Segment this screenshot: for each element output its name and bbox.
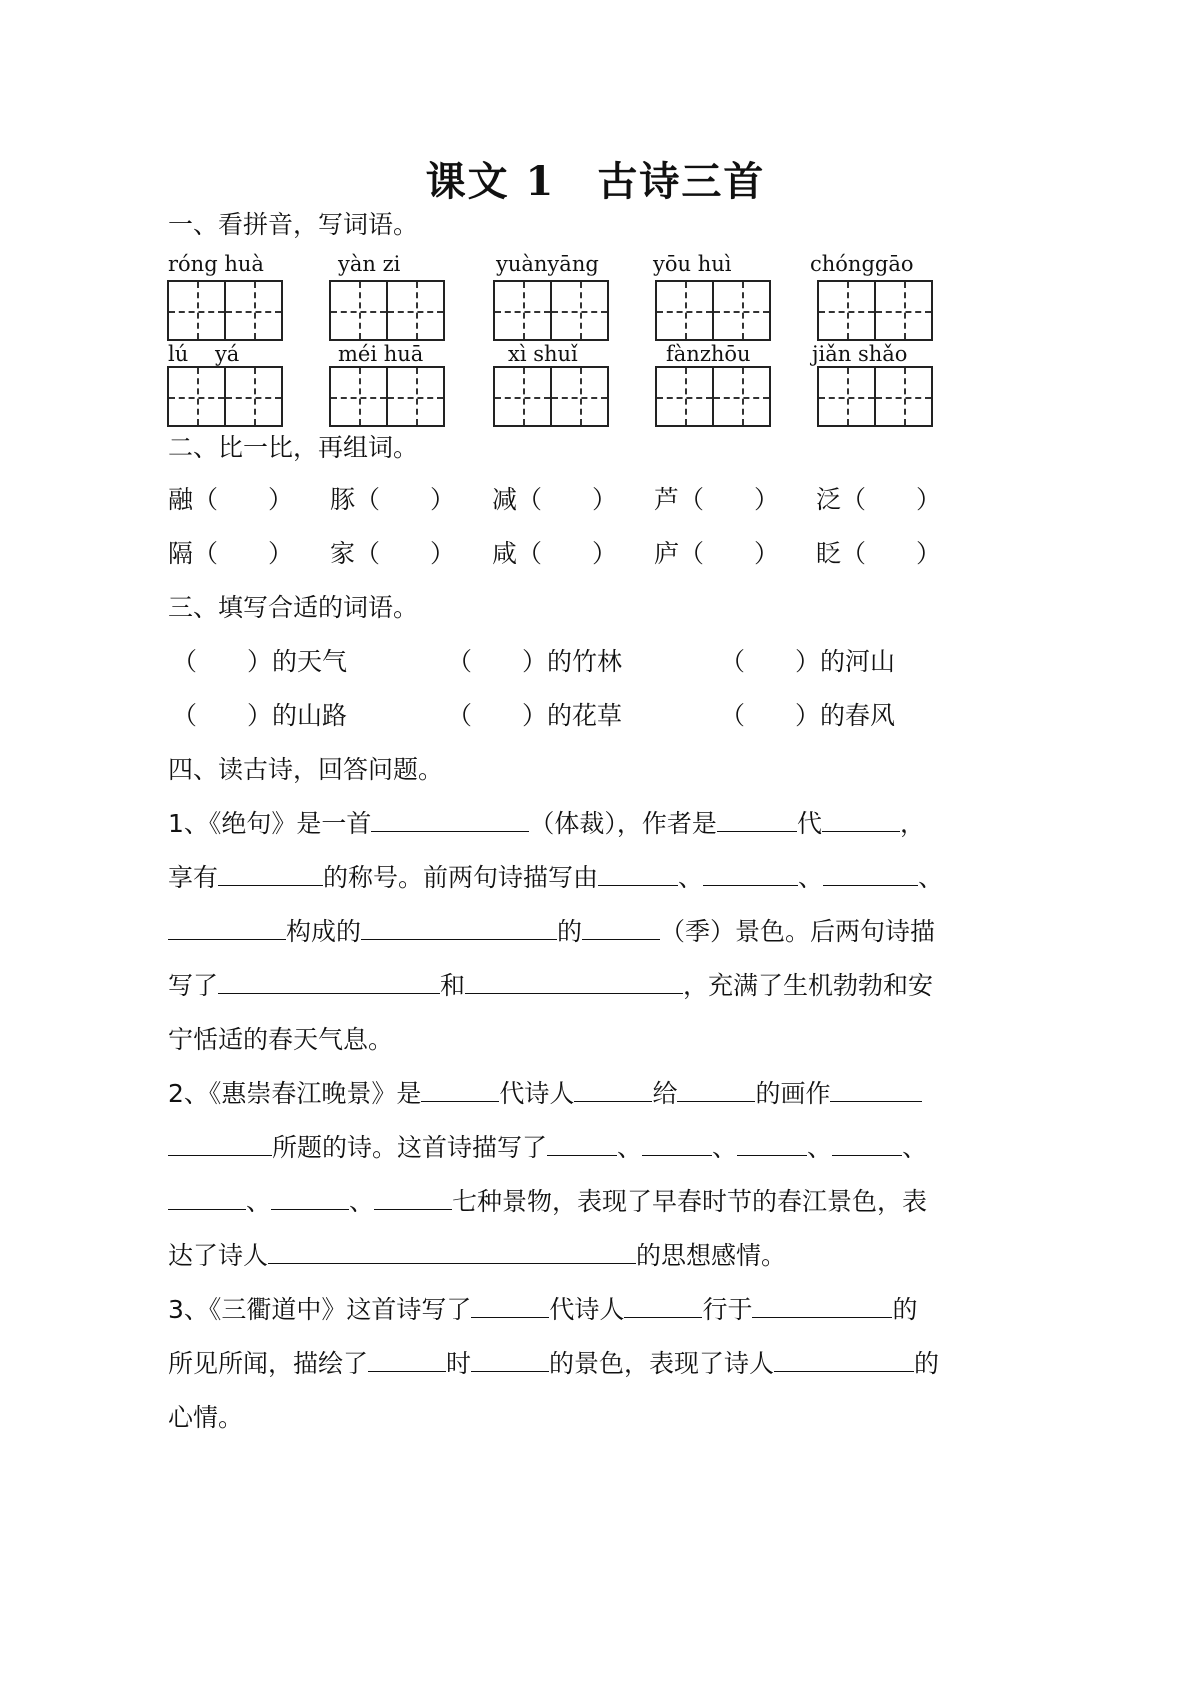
question-1-line: [168, 912, 935, 948]
answer-blank[interactable]: [168, 915, 286, 940]
answer-blank[interactable]: [774, 1347, 914, 1372]
section-4-heading: 四、读古诗，回答问题。: [168, 755, 444, 784]
writing-grid[interactable]: [493, 366, 609, 427]
answer-blank[interactable]: [832, 1131, 902, 1156]
answer-blank[interactable]: [703, 861, 798, 886]
compare-item[interactable]: 芦（ ）: [654, 485, 780, 514]
question-1-line: [168, 804, 925, 840]
answer-blank[interactable]: [598, 861, 678, 886]
text: 、: [918, 863, 944, 892]
answer-blank[interactable]: [737, 1131, 807, 1156]
text: 的景色，表现了诗人: [549, 1349, 775, 1378]
answer-blank[interactable]: [471, 1293, 549, 1318]
text: 、: [678, 863, 704, 892]
answer-blank[interactable]: [624, 1293, 702, 1318]
question-1-line: [168, 966, 933, 1002]
text: 、: [349, 1187, 375, 1216]
answer-blank[interactable]: [830, 1077, 922, 1102]
page-title: 课文 1 古诗三首: [425, 158, 766, 205]
text: ，充满了生机勃勃和安: [683, 971, 934, 1000]
text: 、: [798, 863, 824, 892]
pinyin-label: méi huā: [338, 342, 424, 366]
pinyin-label: jiǎn shǎo: [812, 342, 908, 366]
fill-item[interactable]: （ ）的花草: [447, 701, 623, 730]
section-2-heading: 二、比一比，再组词。: [168, 433, 419, 462]
compare-item[interactable]: 融（ ）: [168, 485, 294, 514]
text: 的称号。前两句诗描写由: [323, 863, 599, 892]
answer-blank[interactable]: [547, 1131, 617, 1156]
text: 写了: [168, 971, 219, 1000]
answer-blank[interactable]: [471, 1347, 549, 1372]
writing-grid[interactable]: [655, 366, 771, 427]
writing-grid[interactable]: [817, 366, 933, 427]
answer-blank[interactable]: [582, 915, 660, 940]
question-3-line: [168, 1290, 917, 1326]
writing-grid[interactable]: [329, 280, 445, 341]
compare-item[interactable]: 减（ ）: [492, 485, 618, 514]
answer-blank[interactable]: [361, 915, 557, 940]
text: 、: [712, 1133, 738, 1162]
text: 的: [914, 1349, 940, 1378]
compare-item[interactable]: 庐（ ）: [654, 539, 780, 568]
text: 代诗人: [549, 1295, 625, 1324]
answer-blank[interactable]: [268, 1239, 636, 1264]
text: （体裁），作者是: [529, 809, 717, 838]
text: 的画作: [755, 1079, 831, 1108]
text: ，: [899, 809, 925, 838]
text: 的: [557, 917, 583, 946]
question-2-line: [168, 1128, 927, 1164]
answer-blank[interactable]: [168, 1185, 246, 1210]
compare-item[interactable]: 泛（ ）: [816, 485, 942, 514]
answer-blank[interactable]: [168, 1131, 272, 1156]
answer-blank[interactable]: [752, 1293, 892, 1318]
writing-grid[interactable]: [167, 366, 283, 427]
text: 1、《绝句》是一首: [168, 809, 372, 838]
text: 2、《惠崇春江晚景》是: [168, 1079, 422, 1108]
pinyin-label: fànzhōu: [666, 342, 751, 366]
text: 3、《三衢道中》这首诗写了: [168, 1295, 472, 1324]
answer-blank[interactable]: [218, 969, 440, 994]
answer-blank[interactable]: [271, 1185, 349, 1210]
text: 代诗人: [499, 1079, 575, 1108]
text: 、: [902, 1133, 928, 1162]
pinyin-label: yuànyāng: [496, 252, 599, 276]
text: 达了诗人: [168, 1241, 269, 1270]
compare-item[interactable]: 隔（ ）: [168, 539, 294, 568]
fill-item[interactable]: （ ）的河山: [720, 647, 896, 676]
fill-item[interactable]: （ ）的春风: [720, 701, 896, 730]
answer-blank[interactable]: [642, 1131, 712, 1156]
text: 享有: [168, 863, 219, 892]
writing-grid[interactable]: [493, 280, 609, 341]
text: 所题的诗。这首诗描写了: [272, 1133, 548, 1162]
text: 、: [617, 1133, 643, 1162]
pinyin-label: yàn zi: [338, 252, 401, 276]
writing-grid[interactable]: [167, 280, 283, 341]
text: 的: [892, 1295, 918, 1324]
fill-item[interactable]: （ ）的天气: [172, 647, 348, 676]
answer-blank[interactable]: [465, 969, 683, 994]
text: 构成的: [286, 917, 362, 946]
pinyin-label: róng huà: [168, 252, 264, 276]
compare-item[interactable]: 家（ ）: [330, 539, 456, 568]
writing-grid[interactable]: [817, 280, 933, 341]
answer-blank[interactable]: [421, 1077, 499, 1102]
question-1-line: [168, 858, 943, 894]
fill-item[interactable]: （ ）的竹林: [447, 647, 623, 676]
pinyin-label: lú yá: [168, 342, 240, 366]
text: 给: [652, 1079, 678, 1108]
fill-item[interactable]: （ ）的山路: [172, 701, 348, 730]
answer-blank[interactable]: [371, 807, 529, 832]
writing-grid[interactable]: [655, 280, 771, 341]
answer-blank[interactable]: [717, 807, 797, 832]
question-1-line: 宁恬适的春天气息。: [168, 1025, 394, 1054]
text: 、: [807, 1133, 833, 1162]
answer-blank[interactable]: [677, 1077, 755, 1102]
answer-blank[interactable]: [823, 861, 918, 886]
text: 和: [440, 971, 466, 1000]
section-3-heading: 三、填写合适的词语。: [168, 593, 419, 622]
text: 所见所闻，描绘了: [168, 1349, 369, 1378]
text: 的思想感情。: [636, 1241, 787, 1270]
compare-item[interactable]: 咸（ ）: [492, 539, 618, 568]
answer-blank[interactable]: [368, 1347, 446, 1372]
question-2-line: [168, 1236, 786, 1272]
section-1-heading: 一、看拼音，写词语。: [168, 210, 419, 239]
question-3-line: [168, 1344, 939, 1380]
question-2-line: [168, 1182, 927, 1218]
answer-blank[interactable]: [218, 861, 323, 886]
answer-blank[interactable]: [574, 1077, 652, 1102]
answer-blank[interactable]: [822, 807, 900, 832]
pinyin-label: xì shuǐ: [508, 342, 578, 366]
text: （季）景色。后两句诗描: [660, 917, 936, 946]
text: 时: [446, 1349, 472, 1378]
compare-item[interactable]: 豚（ ）: [330, 485, 456, 514]
pinyin-label: yōu huì: [653, 252, 732, 276]
answer-blank[interactable]: [374, 1185, 452, 1210]
text: 代: [796, 809, 822, 838]
question-2-line: [168, 1074, 922, 1110]
text: 七种景物，表现了早春时节的春江景色，表: [452, 1187, 928, 1216]
compare-item[interactable]: 眨（ ）: [816, 539, 942, 568]
writing-grid[interactable]: [329, 366, 445, 427]
text: 、: [246, 1187, 272, 1216]
pinyin-label: chónggāo: [810, 252, 914, 276]
question-3-line: 心情。: [168, 1403, 244, 1432]
text: 行于: [702, 1295, 753, 1324]
